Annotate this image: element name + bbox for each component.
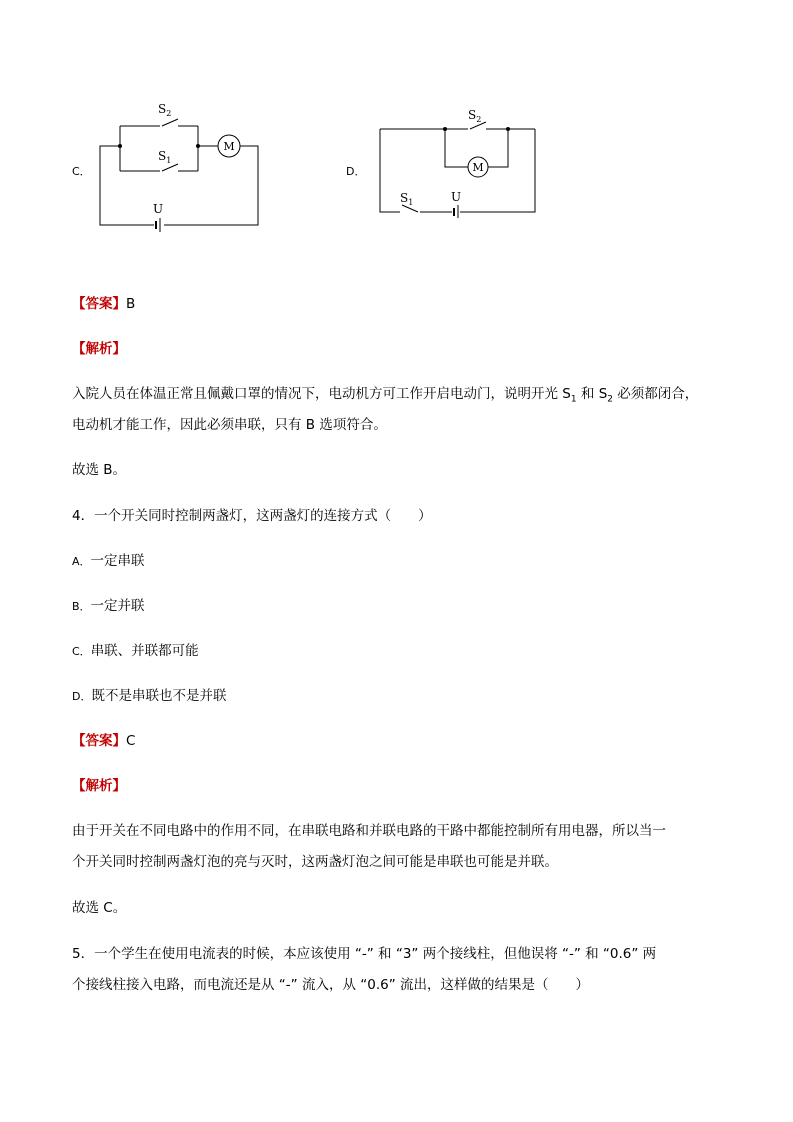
answer-tag: 【答案】 (72, 296, 126, 312)
question-4-stem: 4．一个开关同时控制两盏灯，这两盏灯的连接方式（ ） (72, 508, 432, 524)
wire (100, 146, 154, 225)
answer-tag: 【答案】 (72, 733, 126, 749)
label-s1: $S_1$ (400, 191, 414, 207)
analysis-text-line: 个开关同时控制两盏灯泡的亮与灭时，这两盏灯泡之间可能是串联也可能是并联。 (72, 854, 558, 870)
label-s1: $S_1$ (158, 149, 172, 165)
label-motor: M (223, 140, 235, 153)
option-b: B．一定并联 (72, 598, 145, 614)
junction-dot (443, 127, 447, 131)
label-source: U (152, 202, 164, 216)
question-5-stem-line: 5．一个学生在使用电流表的时候，本应该使用 “-” 和 “3” 两个接线柱，但他误将 “-” 和 “0.6” 两 (72, 946, 657, 962)
answer-line (72, 731, 135, 751)
wire (445, 129, 468, 167)
junction-dot (118, 144, 122, 148)
option-d: D．既不是串联也不是并联 (72, 688, 227, 704)
wire (460, 129, 535, 212)
label-motor: M (472, 161, 484, 174)
analysis-text-line: 入院人员在体温正常且佩戴口罩的情况下，电动机方可工作开启电动门，说明开光 $S_1$ 和 $S_2$ 必须都闭合， (72, 386, 699, 405)
circuit-diagram-c (92, 98, 272, 233)
junction-dot (506, 127, 510, 131)
switch-s2 (162, 119, 178, 126)
conclusion: 故选 B。 (72, 462, 127, 478)
circuit-diagram-d (372, 106, 542, 218)
wire (488, 129, 508, 167)
option-d-label: D． (346, 165, 366, 178)
label-source: U (450, 190, 462, 204)
option-a: A．一定串联 (72, 553, 145, 569)
conclusion: 故选 C。 (72, 900, 127, 916)
analysis-text-line: 由于开关在不同电路中的作用不同，在串联电路和并联电路的干路中都能控制所有用电器，所以当一 (72, 823, 666, 839)
wire (164, 146, 258, 225)
question-5-stem-line: 个接线柱接入电路，而电流还是从 “-” 流入，从 “0.6” 流出，这样做的结果是（ ） (72, 977, 589, 993)
answer-value: B (126, 296, 136, 312)
answer-value: C (126, 733, 136, 749)
label-s2: $S_2$ (158, 102, 172, 118)
junction-dot (196, 144, 200, 148)
analysis-tag: 【解析】 (72, 341, 126, 357)
switch-s1 (162, 164, 178, 171)
label-s2: $S_2$ (468, 108, 482, 124)
answer-line (72, 294, 135, 314)
wire (380, 129, 400, 212)
analysis-text-line: 电动机才能工作，因此必须串联，只有 B 选项符合。 (72, 417, 387, 433)
option-c: C．串联、并联都可能 (72, 643, 199, 659)
option-c-label: C． (72, 165, 91, 178)
analysis-tag: 【解析】 (72, 778, 126, 794)
